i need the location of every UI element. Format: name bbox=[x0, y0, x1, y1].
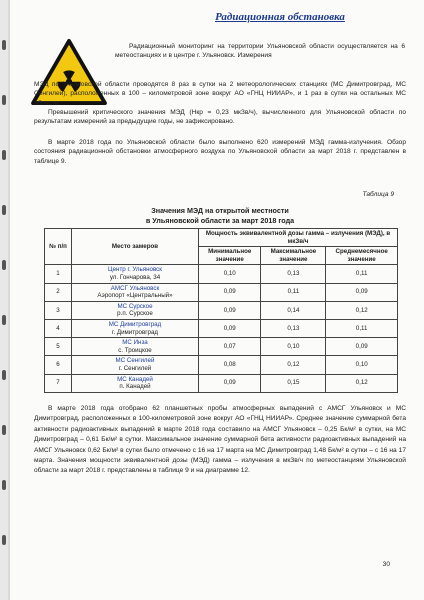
row-avg: 0,09 bbox=[326, 283, 398, 301]
row-place bbox=[72, 356, 199, 374]
binding-hole bbox=[2, 535, 6, 545]
row-min: 0,10 bbox=[199, 265, 261, 283]
table-row bbox=[45, 319, 398, 337]
med-values-table bbox=[44, 228, 398, 393]
binding-strip bbox=[0, 0, 8, 600]
row-number: 3 bbox=[45, 301, 72, 319]
row-avg: 0,11 bbox=[326, 319, 398, 337]
header-number: № п/п bbox=[45, 229, 72, 265]
intro-rest: МЭД по Ульяновской области проводятся 8 раз в сутки на 2 метеорологических станциях (МС Димитровград, МС Сенгилей), расположенных в 100 – километровой зоне вокруг АО «ГНЦ НИИАР», и 1 раз в сутки на остальных МС области. bbox=[34, 81, 406, 107]
place-name: МС Канадей bbox=[117, 375, 153, 383]
place-address: г. Димитровград bbox=[111, 328, 159, 336]
row-place bbox=[72, 283, 199, 301]
row-min: 0,09 bbox=[199, 283, 261, 301]
place-name: МС Инза bbox=[122, 339, 148, 347]
row-number: 6 bbox=[45, 356, 72, 374]
row-avg: 0,09 bbox=[326, 338, 398, 356]
place-name: МС Сенгилей bbox=[115, 357, 155, 365]
place-address: с. Троицкое bbox=[118, 346, 152, 354]
row-min: 0,09 bbox=[199, 319, 261, 337]
row-max: 0,13 bbox=[261, 319, 326, 337]
binding-hole bbox=[2, 315, 6, 325]
row-place bbox=[72, 319, 199, 337]
row-number: 4 bbox=[45, 319, 72, 337]
place-name: МС Димитровград bbox=[108, 320, 162, 328]
intro-paragraph-rest bbox=[34, 80, 406, 108]
row-avg: 0,11 bbox=[326, 265, 398, 283]
row-max: 0,14 bbox=[261, 301, 326, 319]
row-avg: 0,10 bbox=[326, 356, 398, 374]
row-min: 0,09 bbox=[199, 301, 261, 319]
row-number: 5 bbox=[45, 338, 72, 356]
place-name: МС Сурское bbox=[117, 302, 153, 310]
threshold-paragraph: Превышений критического значения МЭД (Нкр = 0,23 мкЗв/ч), вычисленного для Ульяновской области по результатам измерений за предыдущие годы, не зафиксировано. bbox=[34, 109, 406, 126]
header-dose-group: Мощность эквивалентной дозы гамма – излучения (МЭД), в мкЗв/ч bbox=[199, 229, 398, 247]
binding-hole bbox=[2, 95, 6, 105]
row-number: 1 bbox=[45, 265, 72, 283]
row-avg: 0,12 bbox=[326, 301, 398, 319]
intro-paragraph bbox=[115, 42, 405, 61]
table-row bbox=[45, 374, 398, 392]
row-min: 0,08 bbox=[199, 356, 261, 374]
place-name: АМСГ Ульяновск bbox=[110, 284, 160, 292]
row-place bbox=[72, 265, 199, 283]
binding-hole bbox=[2, 205, 6, 215]
binding-hole bbox=[2, 40, 6, 50]
row-avg: 0,12 bbox=[326, 374, 398, 392]
row-max: 0,11 bbox=[261, 283, 326, 301]
header-place: Место замеров bbox=[72, 229, 199, 265]
row-number: 2 bbox=[45, 283, 72, 301]
binding-hole bbox=[2, 425, 6, 435]
table-row bbox=[45, 356, 398, 374]
binding-hole bbox=[2, 260, 6, 270]
table-title-line: Значения МЭД на открытой местности bbox=[151, 206, 289, 215]
binding-hole bbox=[2, 370, 6, 380]
place-name: Центр г. Ульяновск bbox=[108, 266, 162, 274]
document-page bbox=[10, 0, 424, 600]
row-min: 0,07 bbox=[199, 338, 261, 356]
table-row bbox=[45, 338, 398, 356]
row-place bbox=[72, 301, 199, 319]
row-place bbox=[72, 338, 199, 356]
binding-hole bbox=[2, 150, 6, 160]
row-max: 0,15 bbox=[261, 374, 326, 392]
measurements-paragraph: В марте 2018 года по Ульяновской области было выполнено 620 измерений МЭД гамма-излучения. Обзор состояния радиационной обстановки атмосферного воздуха по Ульяновской области за март 2018 г. представлен в таблице 9. bbox=[34, 139, 406, 165]
binding-hole bbox=[2, 480, 6, 490]
row-place bbox=[72, 374, 199, 392]
row-number: 7 bbox=[45, 374, 72, 392]
table-number: Таблица 9 bbox=[362, 191, 394, 198]
table-row bbox=[45, 301, 398, 319]
row-max: 0,10 bbox=[261, 338, 326, 356]
place-address: г. Сенгилей bbox=[118, 364, 152, 372]
header-min: Минимальное значение bbox=[199, 247, 261, 265]
table-row bbox=[45, 283, 398, 301]
place-address: п. Канадей bbox=[119, 383, 151, 391]
row-min: 0,09 bbox=[199, 374, 261, 392]
header-avg: Среднемесячное значение bbox=[326, 247, 398, 265]
row-max: 0,13 bbox=[261, 265, 326, 283]
row-max: 0,12 bbox=[261, 356, 326, 374]
header-max: Максимальное значение bbox=[261, 247, 326, 265]
intro-lead: Радиационный мониторинг на территории Ульяновской области осуществляется на 6 метеостанциях и в центре г. Ульяновск. Измерения bbox=[115, 43, 405, 60]
table-title-line: в Ульяновской области за март 2018 года bbox=[145, 216, 295, 225]
table-title bbox=[50, 206, 390, 226]
page-title: Радиационная обстановка bbox=[215, 11, 345, 23]
fallout-paragraph: В марте 2018 года отобрано 62 планшетных пробы атмосферных выпадений с АМСГ Ульяновск и МС Димитровград, расположенных в 100-километровой зоне вокруг АО «ГНЦ НИИАР». Среднее значение суммарной бета активности радиоактивных выпадений в марте 2018 года составило на АМСГ Ульяновск – 0,25 Бк/м² в сутки, на МС Димитровград – 0,61 Бк/м² в сутки. Максимальное значение суммарной бета активности радиоактивных выпадений на АМСГ Ульяновск 0,62 Бк/м² в сутки было отмечено с 16 на 17 марта на МС Димитровград 1,48 Бк/м² в сутки – с 16 на 17 марта. Значения мощности эквивалентной дозы (МЭД) гамма – излучения в мкЗв/ч по метеостанциям Ульяновской области за март 2018 г. представлены в таблице 9 и на диаграмме 12. bbox=[34, 405, 406, 475]
table-row bbox=[45, 265, 398, 283]
page-number: 30 bbox=[382, 561, 390, 568]
place-address: р.п. Сурское bbox=[117, 310, 153, 318]
place-address: ул. Гончарова, 34 bbox=[109, 273, 161, 281]
place-address: Аэропорт «Центральный» bbox=[97, 292, 173, 300]
